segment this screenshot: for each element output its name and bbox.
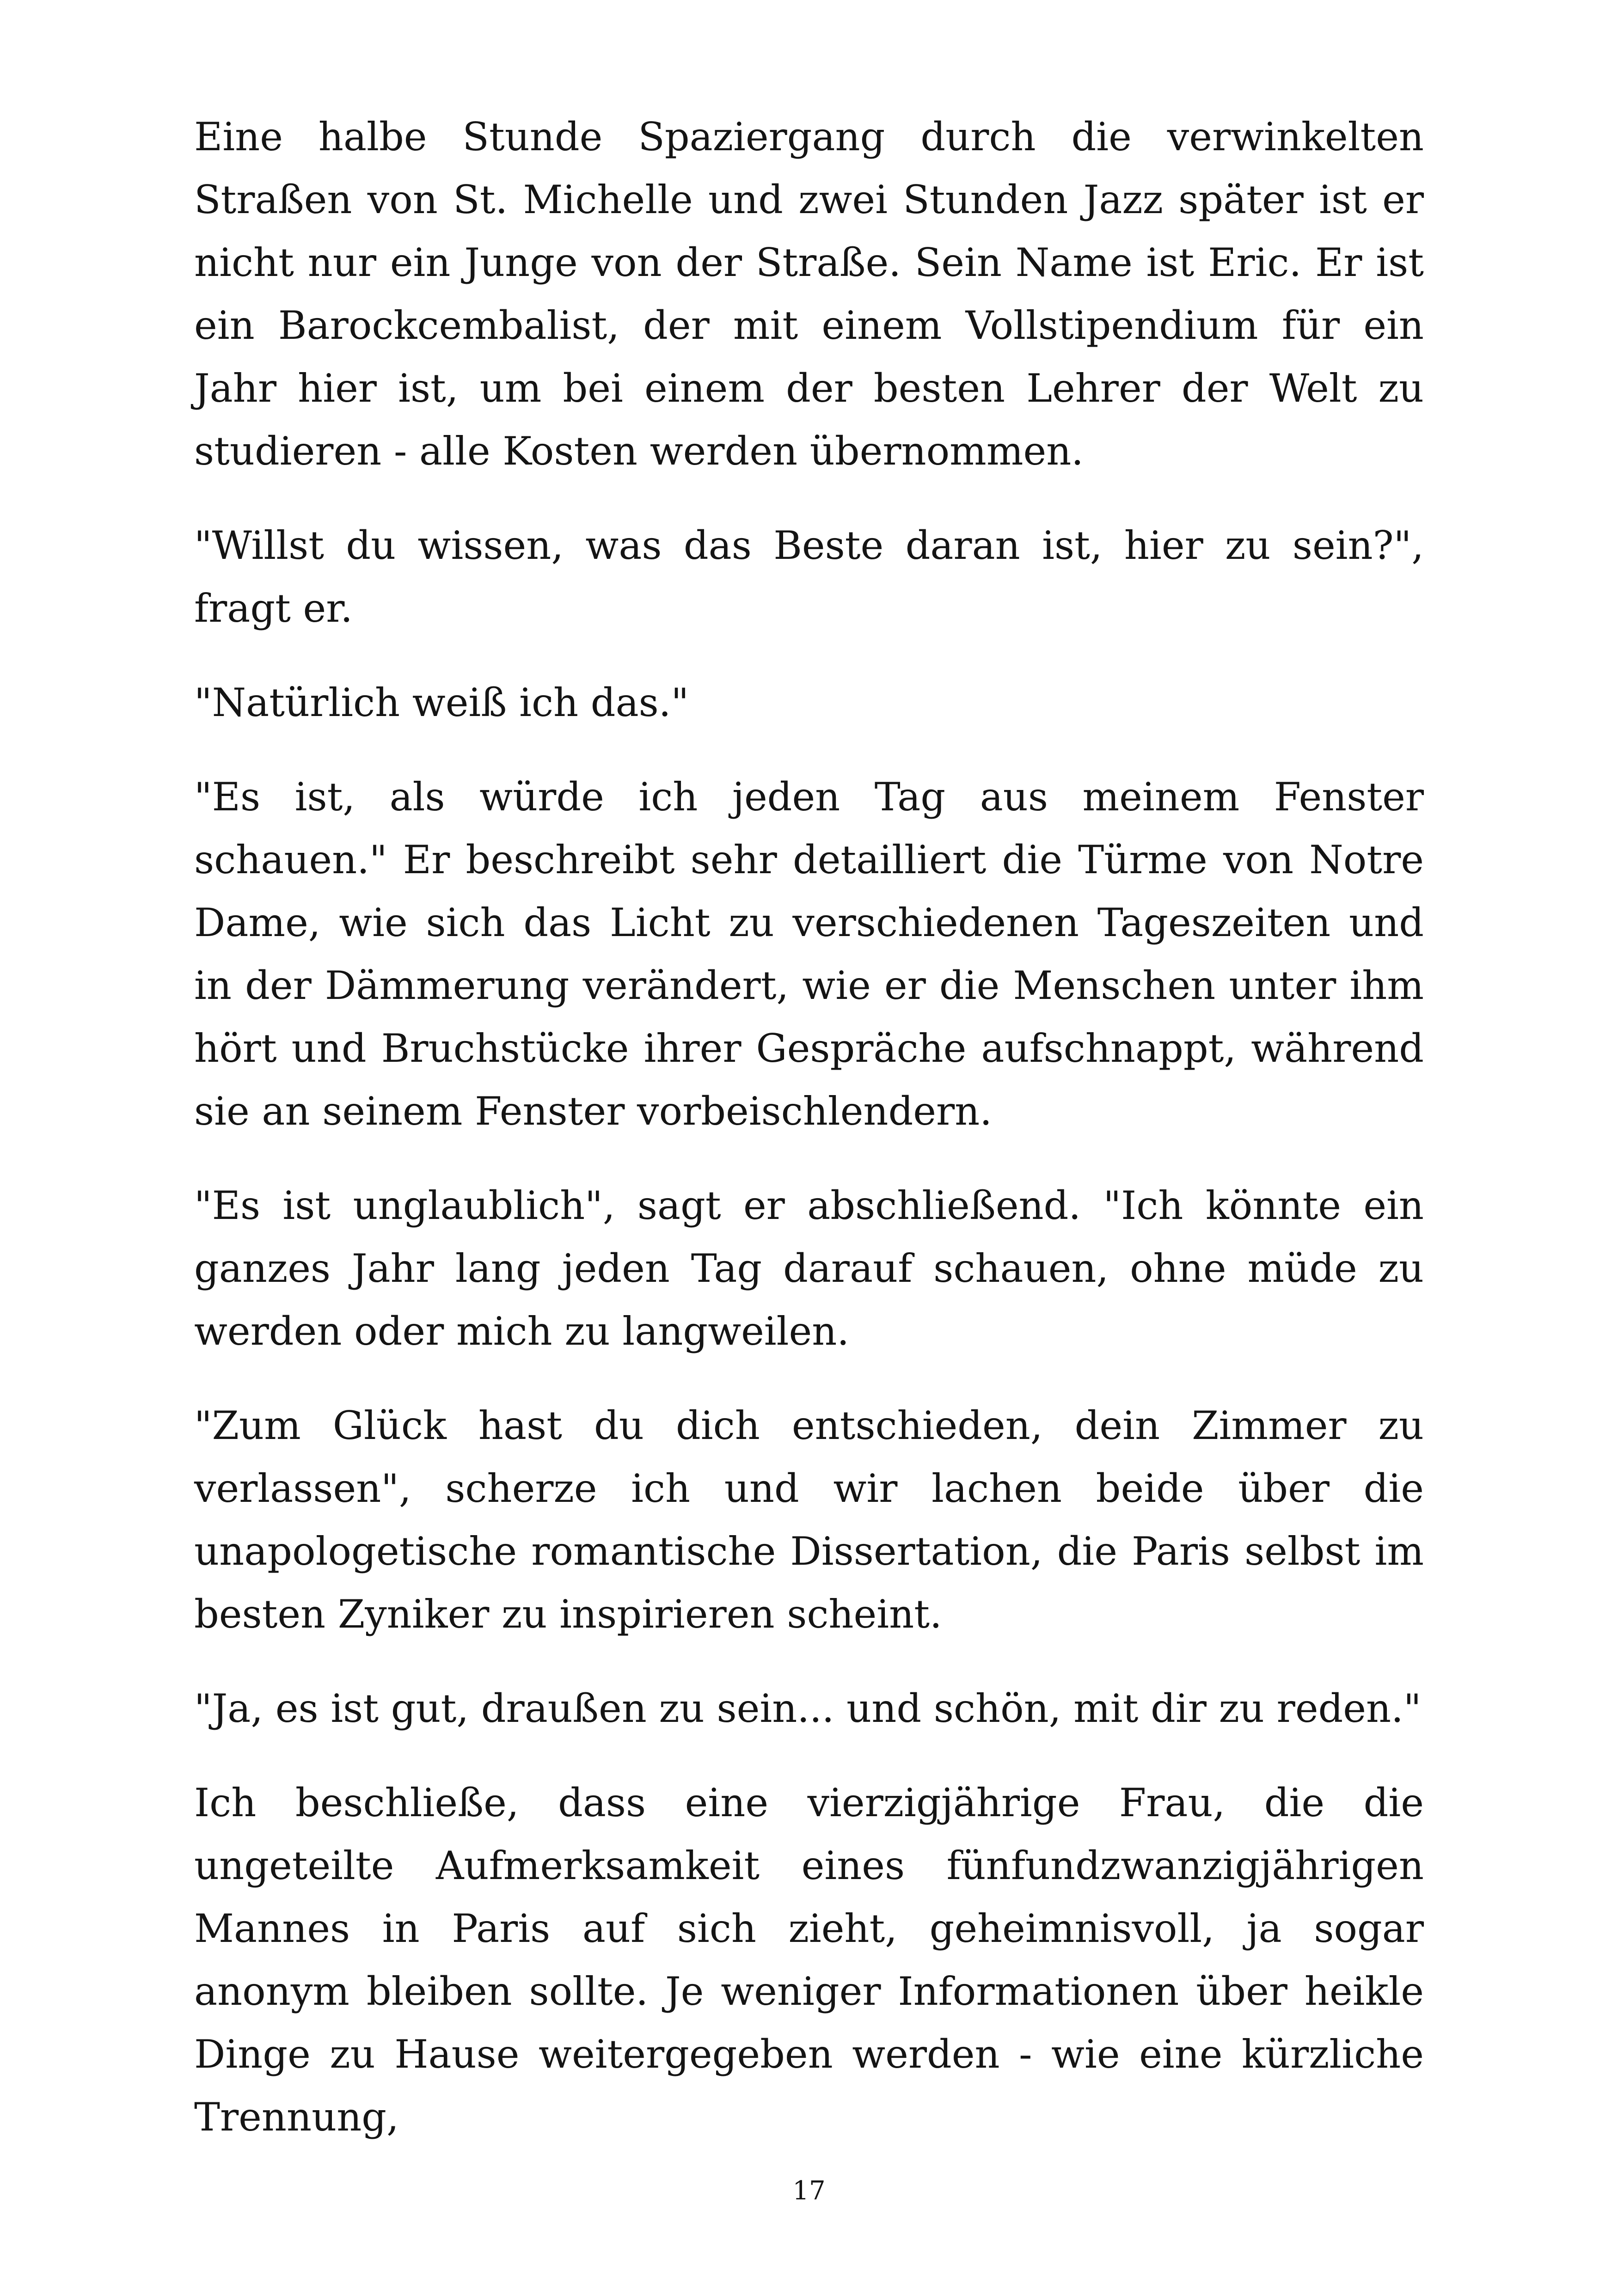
paragraph-8: Ich beschließe, dass eine vierzigjährige Frau, die die ungeteilte Aufmerksamkeit eines fünfundzwanzigjährigen Mannes in Paris auf sich zieht, geheimnisvoll, ja sogar anonym bleiben sollte. Je weniger Informationen über heikle Dinge zu Hause weitergegeben werden - wie eine kürzliche Trennung,	[194, 1780, 1424, 2140]
page-number: 17	[792, 2176, 826, 2206]
paragraph-4: "Es ist, als würde ich jeden Tag aus meinem Fenster schauen." Er beschreibt sehr detailliert die Türme von Notre Dame, wie sich das Licht zu verschiedenen Tageszeiten und in der Dämmerung verändert, wie er die Menschen unter ihm hört und Bruchstücke ihrer Gespräche aufschnappt, während sie an seinem Fenster vorbeischlendern.	[194, 774, 1424, 1134]
paragraph-3: "Natürlich weiß ich das."	[194, 680, 689, 725]
paragraph-6: "Zum Glück hast du dich entschieden, dein Zimmer zu verlassen", scherze ich und wir lachen beide über die unapologetische romantische Dissertation, die Paris selbst im besten Zyniker zu inspirieren scheint.	[194, 1403, 1424, 1637]
paragraph-2: "Willst du wissen, was das Beste daran ist, hier zu sein?", fragt er.	[194, 523, 1424, 631]
paragraph-1: Eine halbe Stunde Spaziergang durch die verwinkelten Straßen von St. Michelle und zwei Stunden Jazz später ist er nicht nur ein Junge von der Straße. Sein Name ist Eric. Er ist ein Barockcembalist, der mit einem Vollstipendium für ein Jahr hier ist, um bei einem der besten Lehrer der Welt zu studieren - alle Kosten werden übernommen.	[194, 114, 1424, 474]
paragraph-5: "Es ist unglaublich", sagt er abschließend. "Ich könnte ein ganzes Jahr lang jeden Tag darauf schauen, ohne müde zu werden oder mich zu langweilen.	[194, 1183, 1424, 1354]
paragraph-7: "Ja, es ist gut, draußen zu sein... und schön, mit dir zu reden."	[194, 1686, 1422, 1731]
body-text	[194, 105, 1424, 2180]
